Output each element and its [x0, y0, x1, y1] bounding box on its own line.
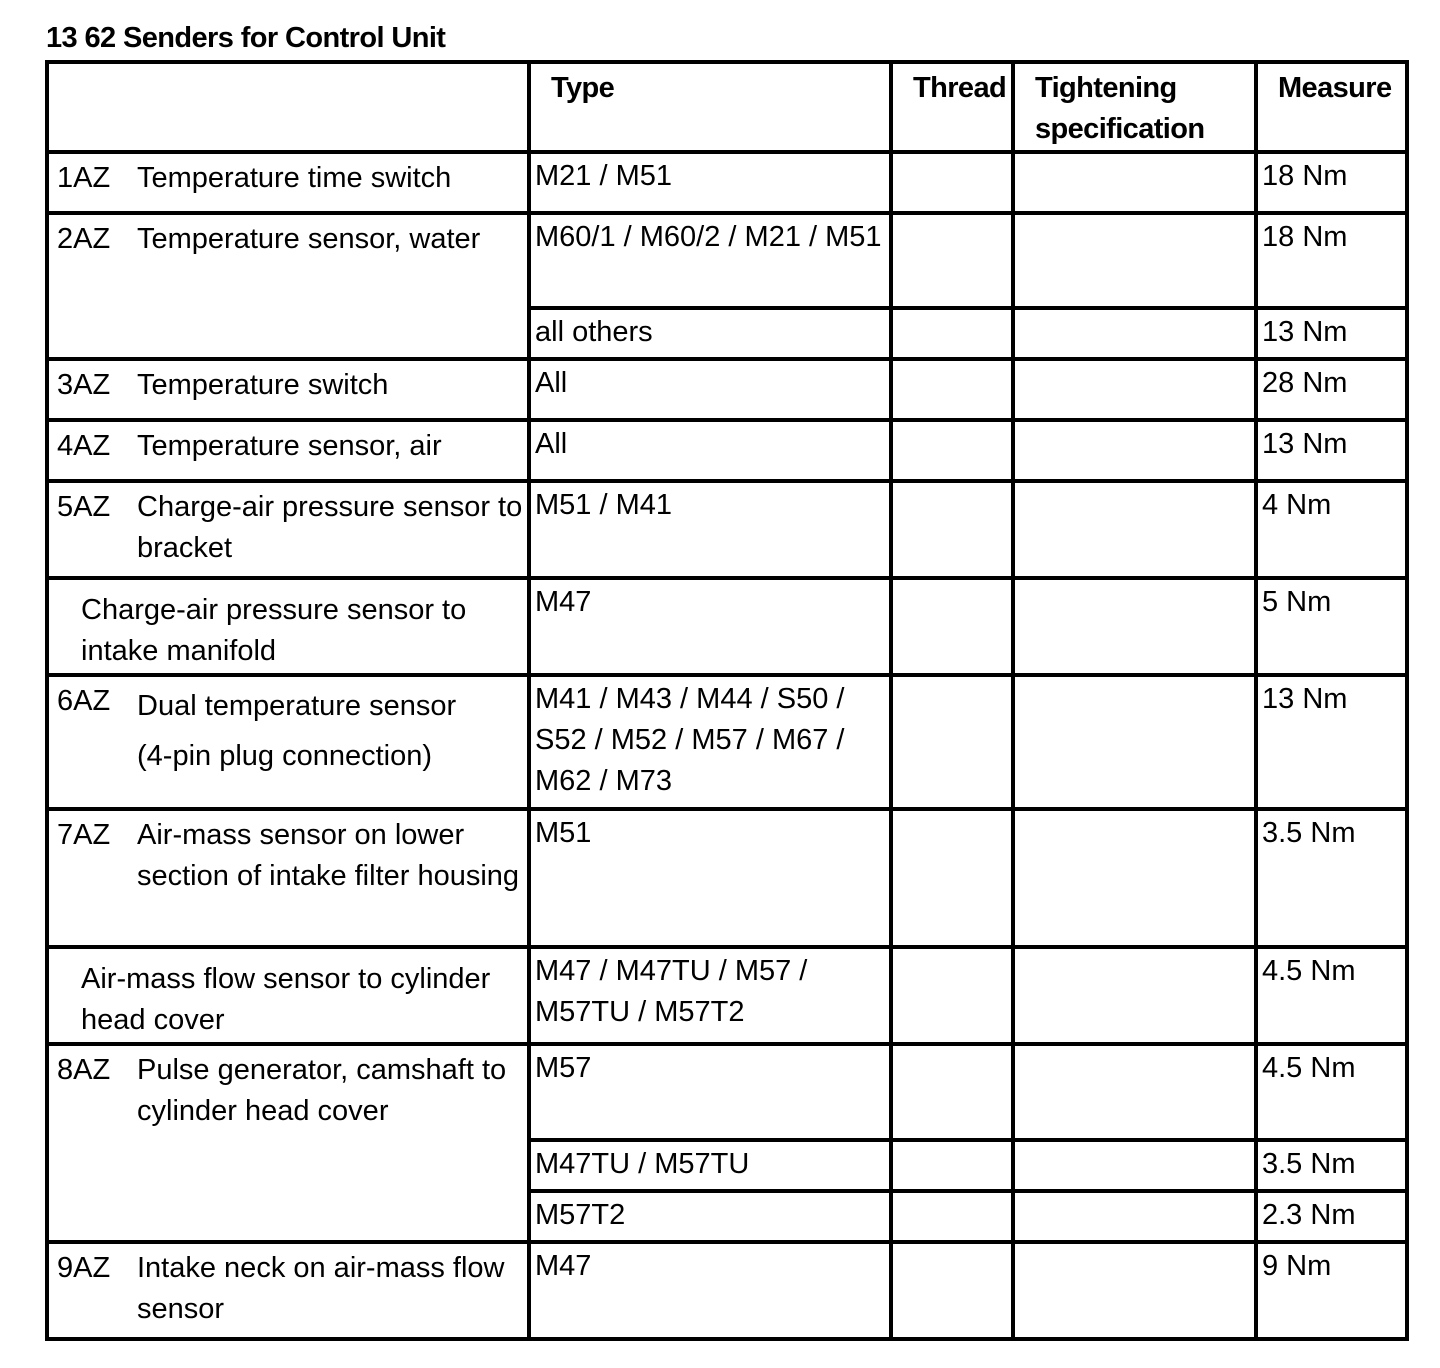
thread-cell [891, 1044, 1013, 1140]
tightening-cell [1013, 1140, 1256, 1191]
description-cell [47, 578, 529, 675]
type-cell: M51 / M41 [529, 481, 891, 578]
thread-cell [891, 809, 1013, 947]
tightening-cell [1013, 947, 1256, 1044]
component-description: Temperature sensor, air [137, 430, 442, 462]
measure-cell: 9 Nm [1256, 1242, 1407, 1339]
component-description: Air-mass flow sensor to cylinder head cover [81, 963, 491, 1036]
component-code: 9AZ [57, 1252, 111, 1284]
type-cell: M57 [529, 1044, 891, 1140]
description-cell [47, 481, 529, 578]
table-row [47, 1242, 1407, 1339]
table-row [47, 675, 1407, 809]
tightening-cell [1013, 420, 1256, 481]
component-code: 5AZ [57, 491, 111, 523]
type-cell: M47 / M47TU / M57 / M57TU / M57T2 [529, 947, 891, 1044]
component-description [137, 681, 527, 781]
measure-cell: 3.5 Nm [1256, 809, 1407, 947]
description-cell [47, 1242, 529, 1339]
component-code: 8AZ [57, 1054, 111, 1086]
description-cell [47, 359, 529, 420]
torque-specification-table [45, 60, 1409, 1341]
measure-cell: 4.5 Nm [1256, 947, 1407, 1044]
measure-cell: 18 Nm [1256, 152, 1407, 213]
header-blank [47, 62, 529, 152]
type-cell: M47 [529, 578, 891, 675]
measure-cell: 5 Nm [1256, 578, 1407, 675]
page-title: 13 62 Senders for Control Unit [46, 22, 446, 54]
description-cell [47, 1044, 529, 1242]
component-code: 7AZ [57, 819, 111, 851]
component-code: 2AZ [57, 223, 111, 255]
measure-cell: 13 Nm [1256, 308, 1407, 359]
measure-cell: 4 Nm [1256, 481, 1407, 578]
table-row [47, 947, 1407, 1044]
component-code: 6AZ [57, 685, 111, 717]
thread-cell [891, 675, 1013, 809]
type-cell: M60/1 / M60/2 / M21 / M51 [529, 213, 891, 308]
component-code: 4AZ [57, 430, 111, 462]
measure-cell: 13 Nm [1256, 420, 1407, 481]
table-row [47, 578, 1407, 675]
description-line: (4-pin plug connection) [137, 740, 433, 772]
component-description: Temperature time switch [137, 162, 452, 194]
thread-cell [891, 481, 1013, 578]
tightening-cell [1013, 359, 1256, 420]
description-cell [47, 152, 529, 213]
tightening-cell [1013, 213, 1256, 308]
component-description: Air-mass sensor on lower section of intake filter housing [137, 819, 520, 892]
thread-cell [891, 947, 1013, 1044]
type-cell: all others [529, 308, 891, 359]
description-cell [47, 675, 529, 809]
header-tightening-specification: Tightening specification [1013, 62, 1256, 152]
component-description: Pulse generator, camshaft to cylinder head cover [137, 1054, 507, 1127]
description-cell [47, 213, 529, 359]
component-description: Temperature switch [137, 369, 389, 401]
type-cell: M47 [529, 1242, 891, 1339]
component-description: Intake neck on air-mass flow sensor [137, 1252, 505, 1325]
tightening-cell [1013, 1242, 1256, 1339]
description-cell [47, 809, 529, 947]
tightening-cell [1013, 481, 1256, 578]
header-thread: Thread [891, 62, 1013, 152]
tightening-cell [1013, 1191, 1256, 1242]
thread-cell [891, 420, 1013, 481]
tightening-cell [1013, 809, 1256, 947]
measure-cell: 13 Nm [1256, 675, 1407, 809]
table-row [47, 359, 1407, 420]
tightening-cell [1013, 152, 1256, 213]
header-measure: Measure [1256, 62, 1407, 152]
table-row [47, 1044, 1407, 1140]
measure-cell: 3.5 Nm [1256, 1140, 1407, 1191]
type-cell: M41 / M43 / M44 / S50 / S52 / M52 / M57 / M67 / M62 / M73 [529, 675, 891, 809]
thread-cell [891, 578, 1013, 675]
component-description: Temperature sensor, water [137, 223, 481, 255]
thread-cell [891, 1140, 1013, 1191]
component-description: Charge-air pressure sensor to intake manifold [81, 594, 467, 667]
description-cell [47, 947, 529, 1044]
measure-cell: 18 Nm [1256, 213, 1407, 308]
header-type: Type [529, 62, 891, 152]
type-cell: All [529, 359, 891, 420]
thread-cell [891, 152, 1013, 213]
tightening-cell [1013, 578, 1256, 675]
measure-cell: 2.3 Nm [1256, 1191, 1407, 1242]
description-line: Dual temperature sensor [137, 690, 457, 722]
table-row [47, 481, 1407, 578]
header-row [47, 62, 1407, 152]
measure-cell: 4.5 Nm [1256, 1044, 1407, 1140]
thread-cell [891, 1242, 1013, 1339]
table-row [47, 809, 1407, 947]
description-cell [47, 420, 529, 481]
type-cell: All [529, 420, 891, 481]
tightening-cell [1013, 675, 1256, 809]
thread-cell [891, 308, 1013, 359]
component-code: 1AZ [57, 162, 111, 194]
tightening-cell [1013, 1044, 1256, 1140]
component-description: Charge-air pressure sensor to bracket [137, 491, 523, 564]
type-cell: M57T2 [529, 1191, 891, 1242]
table-row [47, 213, 1407, 308]
table-row [47, 420, 1407, 481]
thread-cell [891, 213, 1013, 308]
tightening-cell [1013, 308, 1256, 359]
thread-cell [891, 1191, 1013, 1242]
type-cell: M47TU / M57TU [529, 1140, 891, 1191]
measure-cell: 28 Nm [1256, 359, 1407, 420]
thread-cell [891, 359, 1013, 420]
type-cell: M51 [529, 809, 891, 947]
type-cell: M21 / M51 [529, 152, 891, 213]
component-code: 3AZ [57, 369, 111, 401]
table-row [47, 152, 1407, 213]
